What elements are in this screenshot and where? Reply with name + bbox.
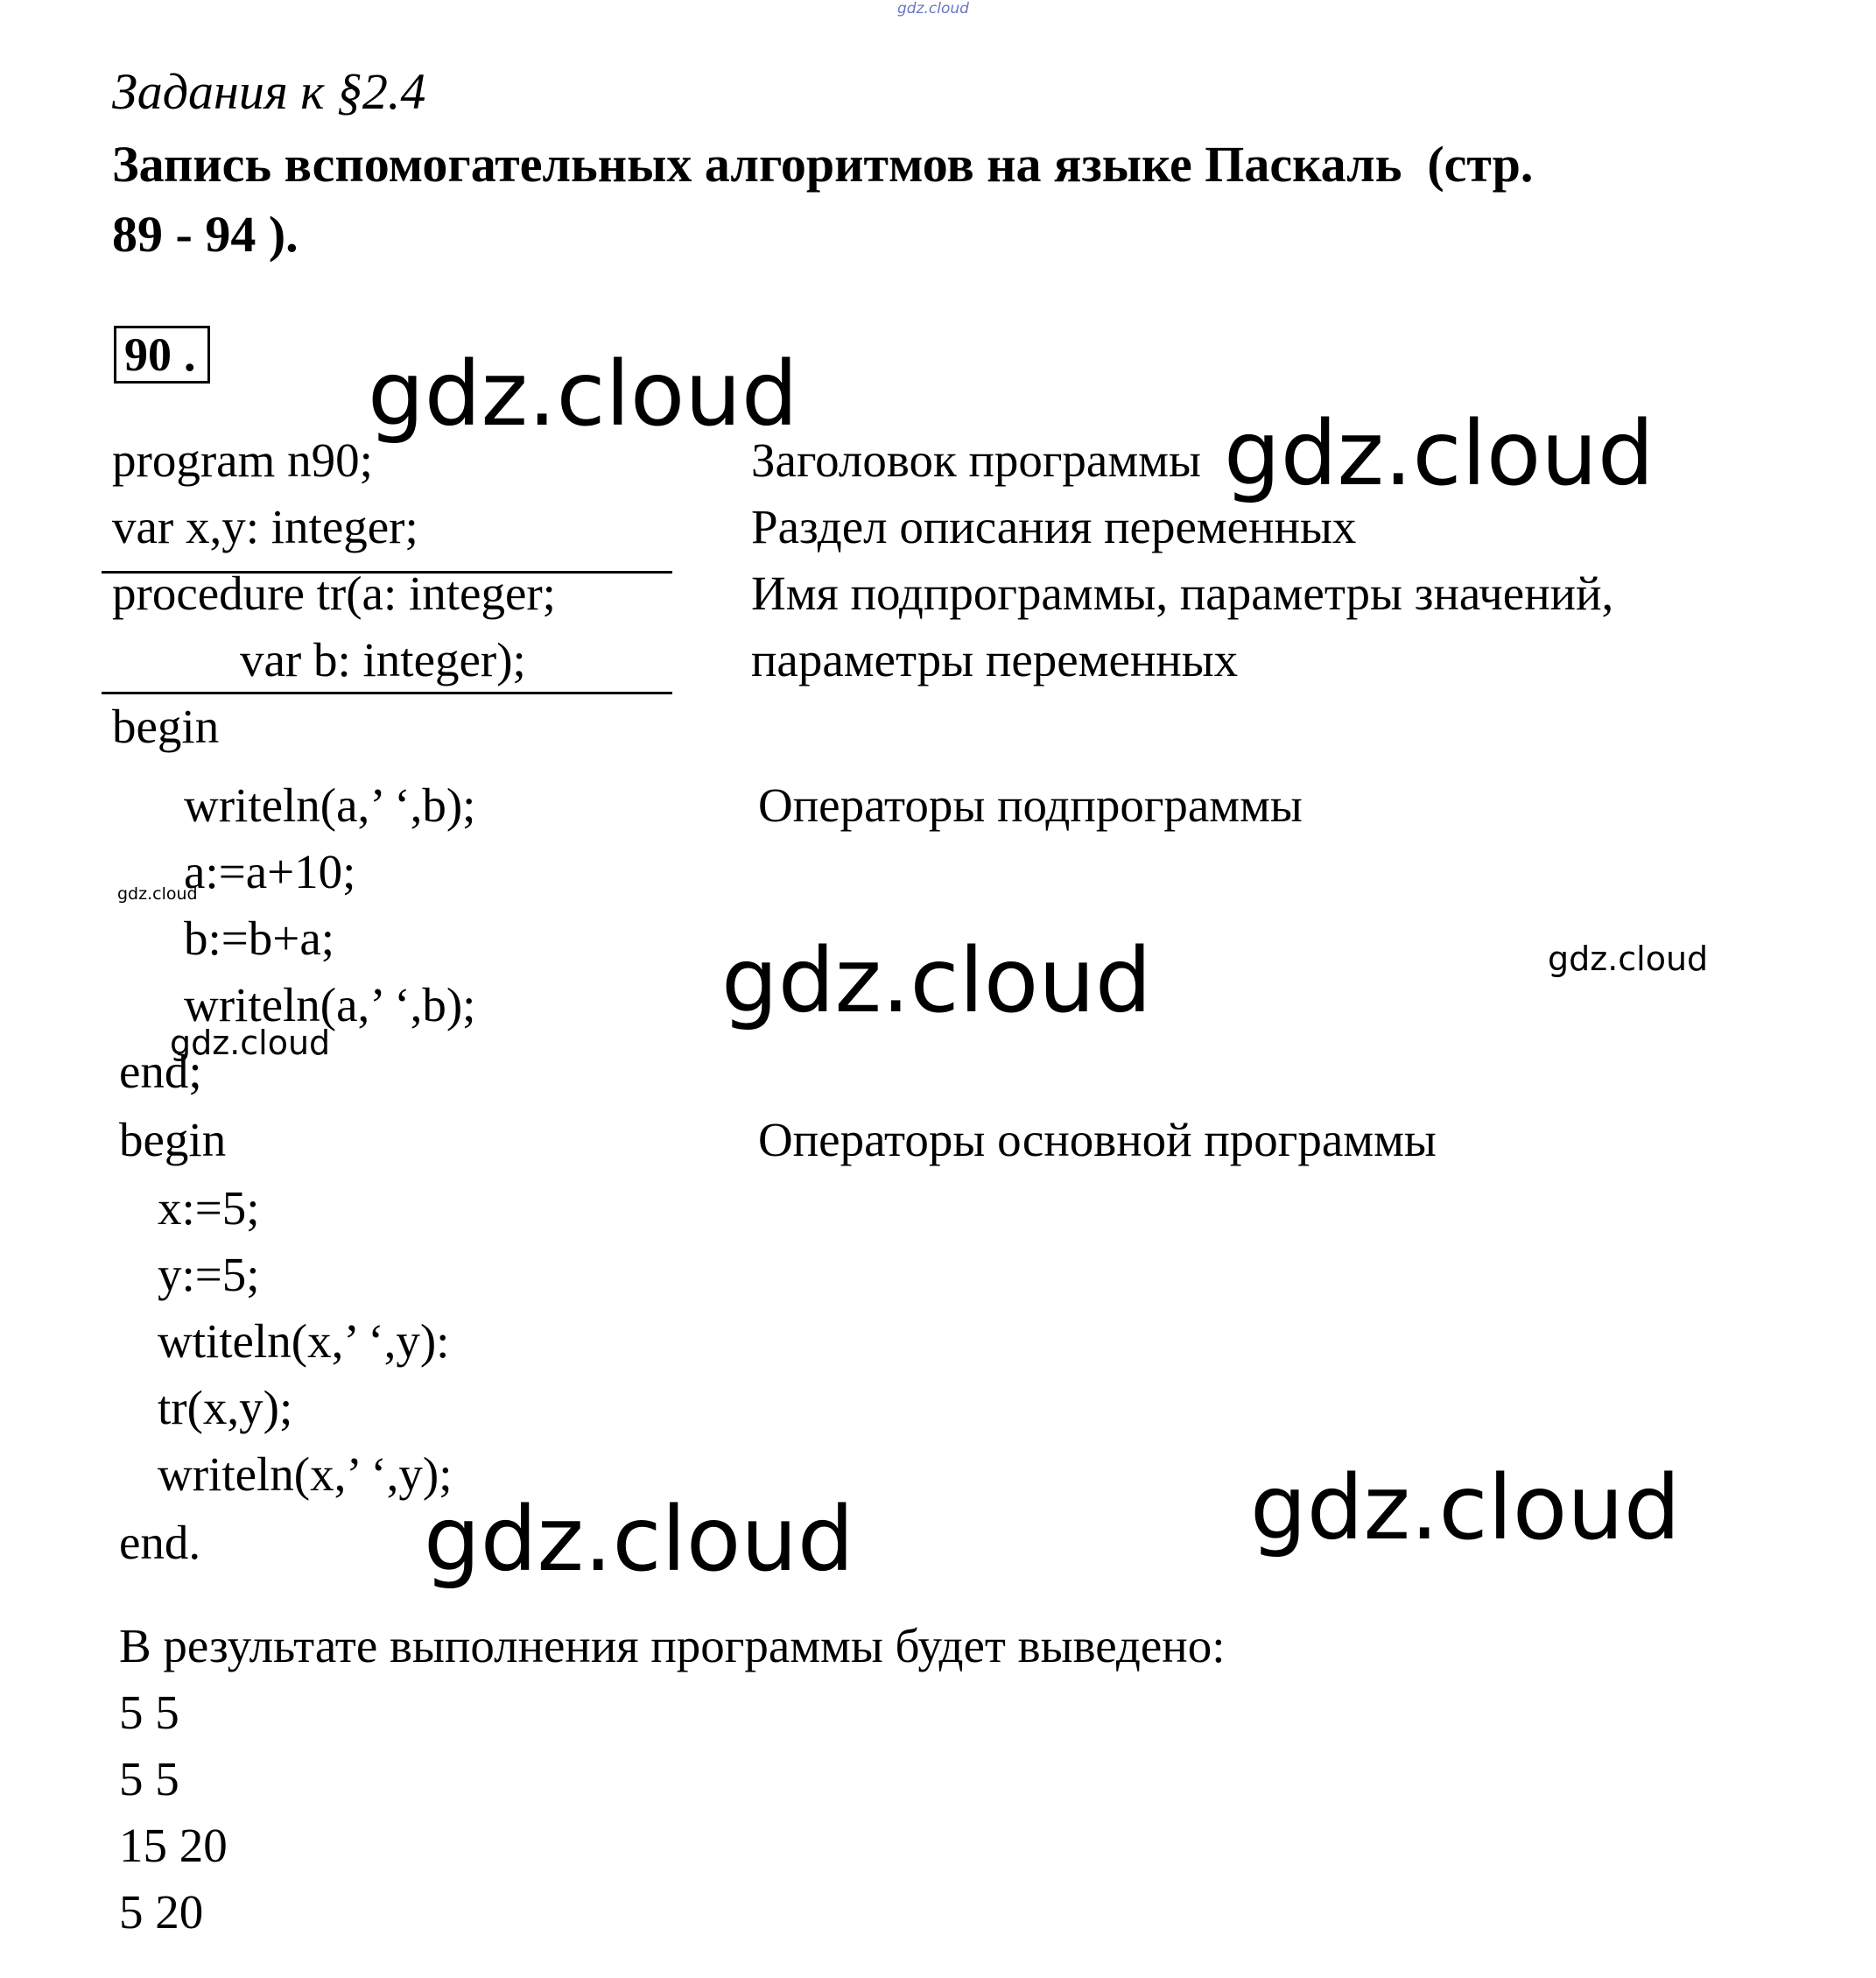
section-subtitle: Задания к §2.4 — [112, 63, 426, 120]
section-title-line2: 89 - 94 ). — [112, 206, 299, 263]
note-vars: Раздел описания переменных — [751, 500, 1357, 553]
note-sub-ops: Операторы подпрограммы — [758, 778, 1303, 832]
code-line: begin — [112, 700, 220, 753]
code-line: end; — [119, 1045, 202, 1098]
task-number: 90 — [124, 328, 172, 381]
task-number-dot: . — [184, 328, 196, 381]
code-line: procedure tr(a: integer; — [112, 567, 556, 620]
watermark: gdz.cloud — [1250, 1456, 1681, 1560]
watermark: gdz.cloud — [368, 342, 798, 447]
note-header: Заголовок программы — [751, 433, 1201, 487]
code-line: end. — [119, 1516, 201, 1569]
code-line: y:=5; — [158, 1248, 260, 1301]
code-line: var x,y: integer; — [112, 500, 418, 553]
watermark: gdz.cloud — [1548, 940, 1709, 978]
code-line: var b: integer); — [240, 633, 526, 686]
code-line: writeln(a,’ ‘,b); — [184, 978, 476, 1031]
note-proc-line2: параметры переменных — [751, 633, 1239, 686]
result-output: 15 20 — [119, 1819, 228, 1872]
code-line: writeln(x,’ ‘,y); — [158, 1447, 453, 1501]
code-line: writeln(a,’ ‘,b); — [184, 778, 476, 832]
result-output: 5 5 — [119, 1752, 179, 1806]
code-line: wtiteln(x,’ ‘,y): — [158, 1314, 450, 1368]
result-label: В результате выполнения программы будет выведено: — [119, 1619, 1226, 1672]
watermark: gdz.cloud — [117, 884, 198, 904]
code-line: a:=a+10; — [184, 845, 356, 898]
watermark: gdz.cloud — [424, 1488, 854, 1592]
code-line: b:=b+a; — [184, 912, 335, 965]
watermark-top: gdz.cloud — [897, 0, 969, 18]
procedure-bottom-rule — [102, 692, 672, 694]
code-line: begin — [119, 1113, 227, 1166]
result-output: 5 5 — [119, 1686, 179, 1739]
code-line: tr(x,y); — [158, 1381, 293, 1434]
watermark: gdz.cloud — [1224, 402, 1655, 506]
result-output: 5 20 — [119, 1885, 204, 1939]
section-title-line1: Запись вспомогательных алгоритмов на языке Паскаль (стр. — [112, 136, 1534, 193]
note-main-ops: Операторы основной программы — [758, 1113, 1437, 1166]
code-line: program n90; — [112, 433, 373, 487]
watermark: gdz.cloud — [170, 1024, 331, 1062]
note-proc-line1: Имя подпрограммы, параметры значений, — [751, 567, 1614, 620]
code-line: x:=5; — [158, 1181, 260, 1235]
watermark: gdz.cloud — [721, 929, 1152, 1033]
